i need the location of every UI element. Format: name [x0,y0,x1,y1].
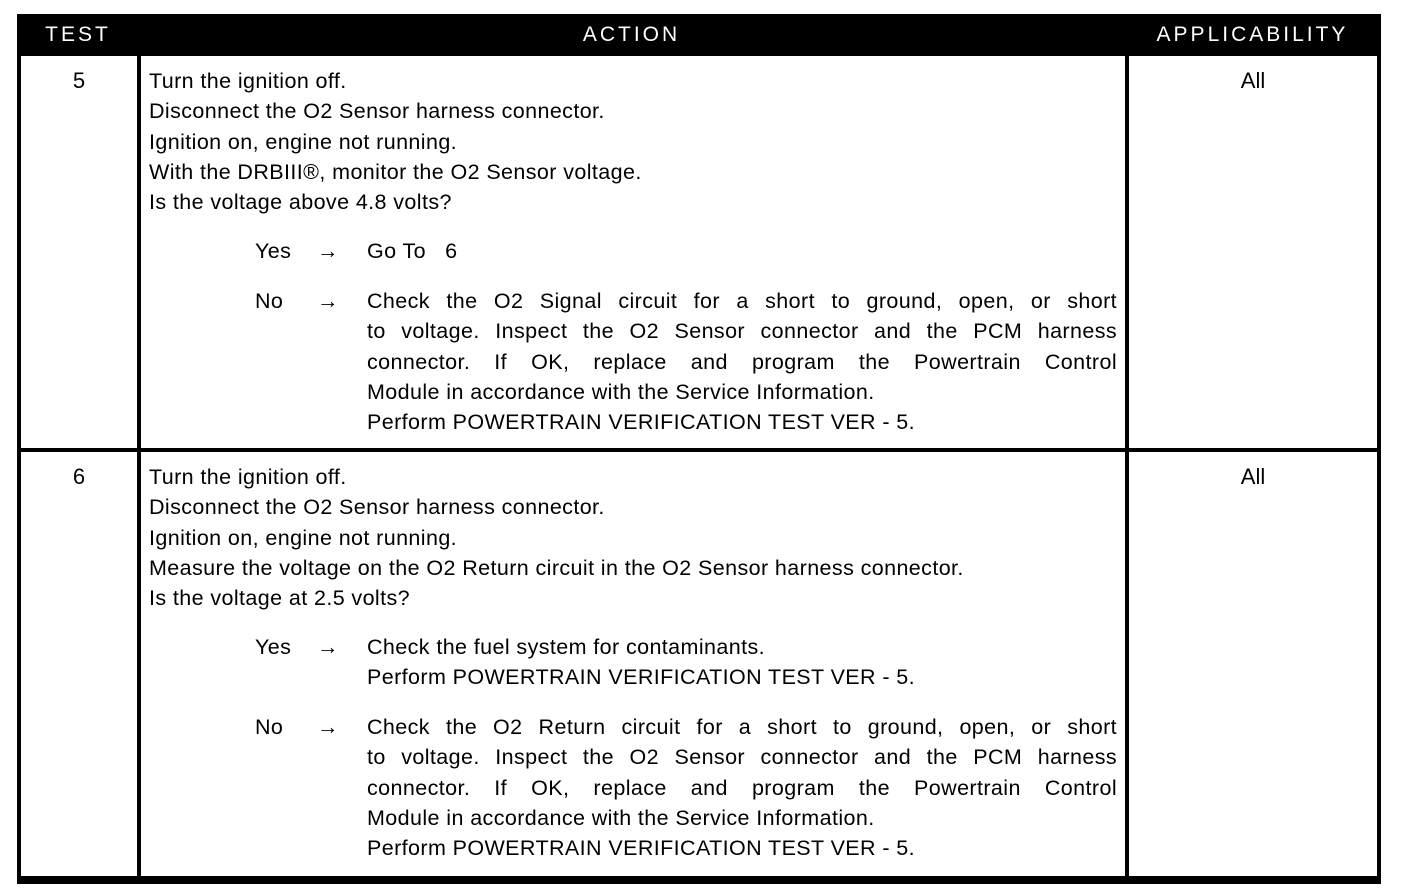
yes-text [367,236,1117,266]
right-arrow-icon: → [317,635,339,659]
branch-line: Module in accordance with the Service Information. [367,805,875,830]
yes-branch [255,236,1121,268]
branch-line: Check the fuel system for contaminants. [367,635,765,659]
step-line: Is the voltage above 4.8 volts? [149,190,452,215]
no-text [367,712,1117,863]
branch-line: Check the O2 Signal circuit for a short to ground, open, or short [367,289,1117,313]
step-line: Disconnect the O2 Sensor harness connector. [149,495,605,520]
right-arrow-icon: → [317,289,339,313]
no-label: No [255,715,284,739]
branch-line: Perform POWERTRAIN VERIFICATION TEST VER - 5. [367,665,916,690]
header-action: ACTION [582,23,681,46]
step-line: Measure the voltage on the O2 Return circuit in the O2 Sensor harness connector. [149,555,964,580]
branch-line: to voltage. Inspect the O2 Sensor connector and the PCM harness [367,319,1117,344]
no-text [367,286,1117,437]
action-cell [141,452,1125,876]
branch-line: connector. If OK, replace and program the Powertrain Control [367,349,1117,374]
header-test: TEST [45,23,111,46]
table-header [17,14,1381,55]
step-line: Disconnect the O2 Sensor harness connector. [149,99,605,124]
branch-line: Go To 6 [367,239,458,263]
action-steps [149,462,964,613]
branch-line: Perform POWERTRAIN VERIFICATION TEST VER - 5. [367,836,916,861]
test-number: 6 [72,464,86,489]
step-line: Ignition on, engine not running. [149,129,458,154]
yes-branch [255,632,1121,694]
yes-label: Yes [255,635,292,659]
branch-line: Module in accordance with the Service Information. [367,379,875,404]
header-applicability: APPLICABILITY [1156,23,1349,46]
test-cell [21,56,137,448]
applicability-cell [1129,452,1377,876]
branch-line: Perform POWERTRAIN VERIFICATION TEST VER - 5. [367,410,916,435]
action-steps [149,66,642,217]
action-cell [141,56,1125,448]
test-cell [21,452,137,876]
no-branch [255,286,1121,441]
applicability-cell [1129,56,1377,448]
step-line: With the DRBIII®, monitor the O2 Sensor voltage. [149,159,642,184]
table-row-test-5 [21,56,1377,448]
right-arrow-icon: → [317,239,339,263]
yes-text [367,632,1117,693]
right-arrow-icon: → [317,715,339,739]
no-branch [255,712,1121,867]
step-line: Turn the ignition off. [149,69,347,93]
applicability-value: All [1240,464,1266,489]
branch-line: Check the O2 Return circuit for a short to ground, open, or short [367,715,1117,739]
branch-line: connector. If OK, replace and program the Powertrain Control [367,775,1117,800]
yes-label: Yes [255,239,292,263]
step-line: Ignition on, engine not running. [149,525,458,550]
test-number: 5 [72,68,86,93]
applicability-value: All [1240,68,1266,93]
no-label: No [255,289,284,313]
table-row-test-6 [21,452,1377,876]
branch-line: to voltage. Inspect the O2 Sensor connector and the PCM harness [367,745,1117,770]
step-line: Is the voltage at 2.5 volts? [149,586,410,611]
step-line: Turn the ignition off. [149,465,347,489]
diagnostic-table [17,14,1381,884]
